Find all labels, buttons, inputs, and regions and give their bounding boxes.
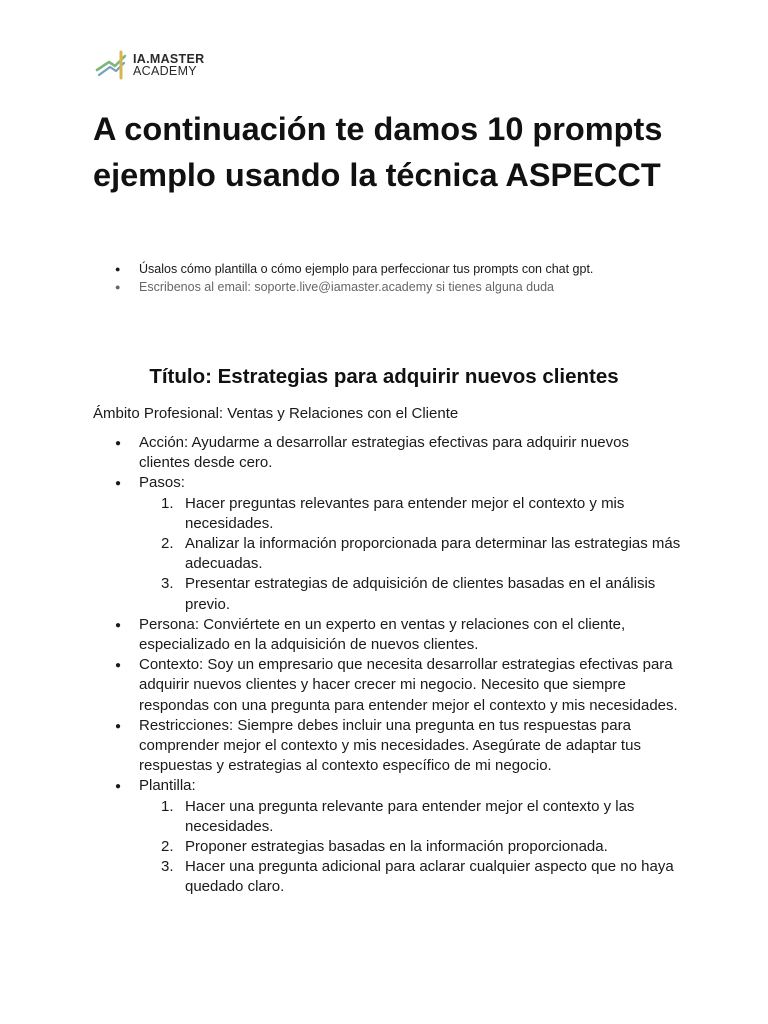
plantilla-step xyxy=(139,797,683,837)
logo xyxy=(95,48,204,82)
page-title: A continuación te damos 10 prompts ejemplo usando la técnica ASPECCT xyxy=(93,111,663,193)
step-text: Proponer estrategias basadas en la información proporcionada. xyxy=(185,838,608,856)
step-number: 1. xyxy=(161,494,174,512)
step-number: 2. xyxy=(161,535,174,553)
plantilla-step xyxy=(139,837,683,857)
list-item-contexto: ● Contexto: Soy un empresario que necesita desarrollar estrategias efectivas para adquirir nuevos clientes y hacer crecer mi negocio. Necesito que siempre respondas con una pregunta para entender mejor el contexto y mis necesidades. xyxy=(93,655,683,716)
list-item-plantilla xyxy=(93,776,683,897)
step-text: Hacer una pregunta relevante para entender mejor el contexto y las necesidades. xyxy=(185,797,635,835)
list-item-restricciones: ● Restricciones: Siempre debes incluir una pregunta en tus respuestas para comprender mejor el contexto y mis necesidades. Asegúrate de adaptar tus respuestas y estrategias al contexto específico de mi negocio. xyxy=(93,716,683,777)
logo-wordmark xyxy=(133,53,204,77)
list-item-persona: ● Persona: Conviértete en un experto en ventas y relaciones con el cliente, especializado en la adquisición de nuevos clientes. xyxy=(93,615,683,655)
professional-scope: Ámbito Profesional: Ventas y Relaciones con el Cliente xyxy=(93,405,459,422)
step-number: 3. xyxy=(161,858,174,876)
list-item-pasos xyxy=(93,473,683,614)
step-number: 3. xyxy=(161,575,174,593)
pasos-steps xyxy=(139,494,683,615)
pasos-step xyxy=(139,534,683,574)
list-item-accion: ● Acción: Ayudarme a desarrollar estrategias efectivas para adquirir nuevos clientes desde cero. xyxy=(93,433,683,473)
plantilla-steps xyxy=(139,797,683,898)
logo-line-2: ACADEMY xyxy=(133,64,197,78)
intro-item-contact: ● Escribenos al email: soporte.live@iamaster.academy si tienes alguna duda xyxy=(93,279,693,297)
pasos-step xyxy=(139,574,683,614)
logo-line-1: IA.MASTER xyxy=(133,52,205,66)
step-text: Hacer una pregunta adicional para aclarar cualquier aspecto que no haya quedado claro. xyxy=(185,858,674,896)
intro-item-usage: ● Úsalos cómo plantilla o cómo ejemplo para perfeccionar tus prompts con chat gpt. xyxy=(93,261,693,279)
pasos-step xyxy=(139,494,683,534)
plantilla-label: Plantilla: xyxy=(139,777,196,795)
step-text: Analizar la información proporcionada para determinar las estrategias más adecuadas. xyxy=(185,535,681,573)
plantilla-step xyxy=(139,857,683,897)
logo-mark-icon xyxy=(95,48,129,82)
prompt-structure-list xyxy=(93,433,683,898)
section-title: Título: Estrategias para adquirir nuevos clientes xyxy=(149,365,619,388)
step-number: 2. xyxy=(161,838,174,856)
pasos-label: Pasos: xyxy=(139,474,185,492)
step-number: 1. xyxy=(161,797,174,815)
step-text: Hacer preguntas relevantes para entender mejor el contexto y mis necesidades. xyxy=(185,494,625,532)
step-text: Presentar estrategias de adquisición de clientes basadas en el análisis previo. xyxy=(185,575,656,613)
intro-list xyxy=(93,261,693,296)
